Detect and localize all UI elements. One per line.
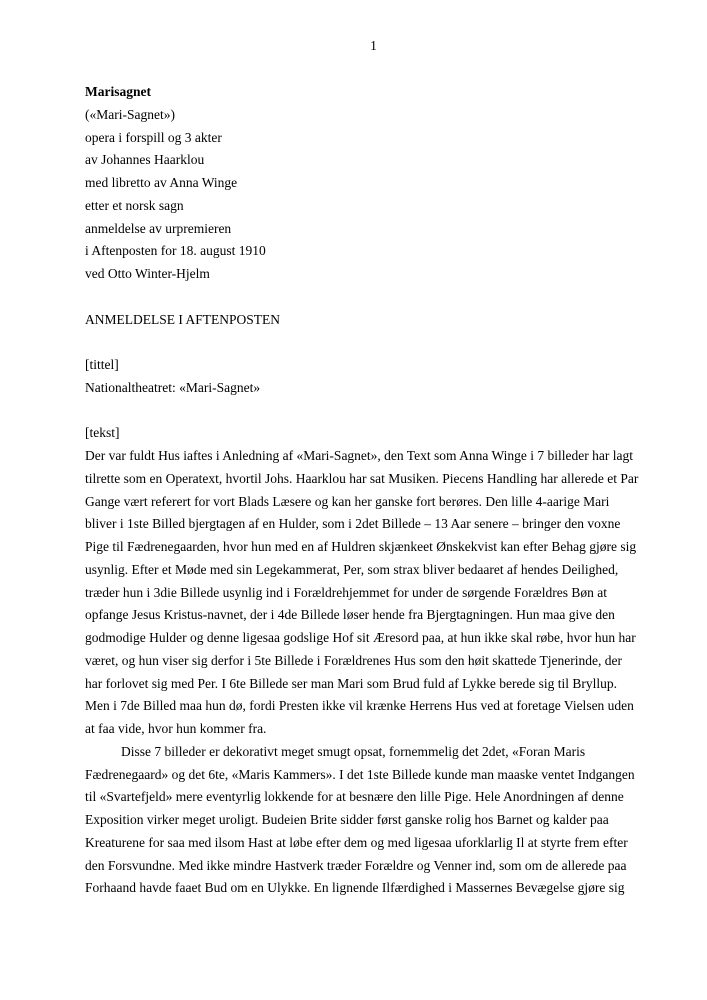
blank-line bbox=[85, 286, 622, 309]
header-line-review-note: anmeldelse av urpremieren bbox=[85, 220, 232, 236]
body-line: Forhaand havde faaet Bud om en Ulykke. En lignende Ilfærdighed i Massernes Bevægelse gjøre sig bbox=[85, 880, 625, 896]
body-line: den Forsvundne. Med ikke mindre Hastverk træder Forældre og Venner ind, som om de allerede paa bbox=[85, 857, 627, 873]
header-line-source: etter et norsk sagn bbox=[85, 197, 184, 213]
body-line: bliver i 1ste Billed bjergtagen af en Hulder, som i 2det Billede – 13 Aar senere – bringer den voxne bbox=[85, 516, 621, 532]
body-line: har forlovet sig med Per. I 6te Billede ser man Mari som Brud fuld af Lykke berede sig til Bryllup. bbox=[85, 675, 618, 691]
header-line-alt-title: («Mari-Sagnet») bbox=[85, 106, 175, 122]
body-line: Der var fuldt Hus iaftes i Anledning af «Mari-Sagnet», den Text som Anna Winge i 7 billeder har lagt bbox=[85, 448, 634, 463]
body-line: været, og hun viser sig derfor i 5te Billede i Forældrenes Hus som den høit skattede Tjenerinde, der bbox=[85, 652, 623, 668]
header-line-publication: i Aftenposten for 18. august 1910 bbox=[85, 243, 266, 259]
body-line: Kreaturene for saa med ilsom Hast at løbe efter dem og med ligesaa uforklarlig Il at styrte frem efter bbox=[85, 834, 628, 850]
header-line-librettist: med libretto av Anna Winge bbox=[85, 175, 238, 190]
header-line-composer: av Johannes Haarklou bbox=[85, 152, 205, 168]
text-label: [tekst] bbox=[85, 425, 120, 441]
body-line: opfange Jesus Kristus-navnet, der i 4de Billede løser hende fra Bjergtagningen. Hun maa give den bbox=[85, 607, 615, 623]
title-text: Nationaltheatret: «Mari-Sagnet» bbox=[85, 379, 261, 395]
body-line: Gange vært referert for vort Blads Læsere og kan her ganske fort berøres. Den lille 4-aarige Mari bbox=[85, 493, 610, 509]
body-line: Fædrenegaard» og det 6te, «Maris Kammers». I det 1ste Billede kunde man maaske ventet Indgangen bbox=[85, 766, 635, 782]
body-line: tilrette som en Operatext, hvortil Johs. Haarklou har sat Musiken. Piecens Handling har allerede et Par bbox=[85, 470, 639, 486]
header-line-reviewer: ved Otto Winter-Hjelm bbox=[85, 266, 210, 281]
blank-line bbox=[85, 331, 622, 354]
body-line: Disse 7 billeder er dekorativt meget smugt opsat, fornemmelig det 2det, «Foran Maris bbox=[121, 743, 586, 759]
body-line: til «Svartefjeld» mere eventyrlig lokkende for at besnære den lille Pige. Hele Anordningen af denne bbox=[85, 789, 624, 805]
body-line: at faa vide, hvor hun kommer fra. bbox=[85, 721, 267, 736]
body-line: godmodige Hulder og denne ligesaa godslige Hof sit Æresord paa, at hun ikke skal røbe, hvor hun har bbox=[85, 630, 636, 645]
section-heading: ANMELDELSE I AFTENPOSTEN bbox=[85, 311, 280, 327]
blank-line bbox=[85, 400, 622, 423]
body-line: træder hun i 3die Billede usynlig ind i Forældrehjemmet for under de sørgende Forældres Bøn at bbox=[85, 584, 608, 600]
title-label: [tittel] bbox=[85, 357, 119, 372]
body-line: usynlig. Efter et Møde med sin Legekammerat, Per, som strax bliver bedaaret af hendes Deilighed, bbox=[85, 561, 619, 577]
body-line: Men i 7de Billed maa hun dø, fordi Presten ikke vil krænke Herrens Hus ved at foretage Vielsen uden bbox=[85, 698, 634, 714]
document-body bbox=[85, 81, 639, 900]
body-line: Exposition virker meget uroligt. Budeien Brite sidder først ganske rolig hos Barnet og kalder paa bbox=[85, 812, 609, 827]
header-line-genre: opera i forspill og 3 akter bbox=[85, 129, 222, 145]
body-line: Pige til Fædrenegaarden, hvor hun med en af Huldren skjænkeet Ønskekvist kan efter Behag gjøre sig bbox=[85, 539, 637, 554]
work-title: Marisagnet bbox=[85, 84, 151, 99]
page-number: 1 bbox=[370, 38, 377, 53]
